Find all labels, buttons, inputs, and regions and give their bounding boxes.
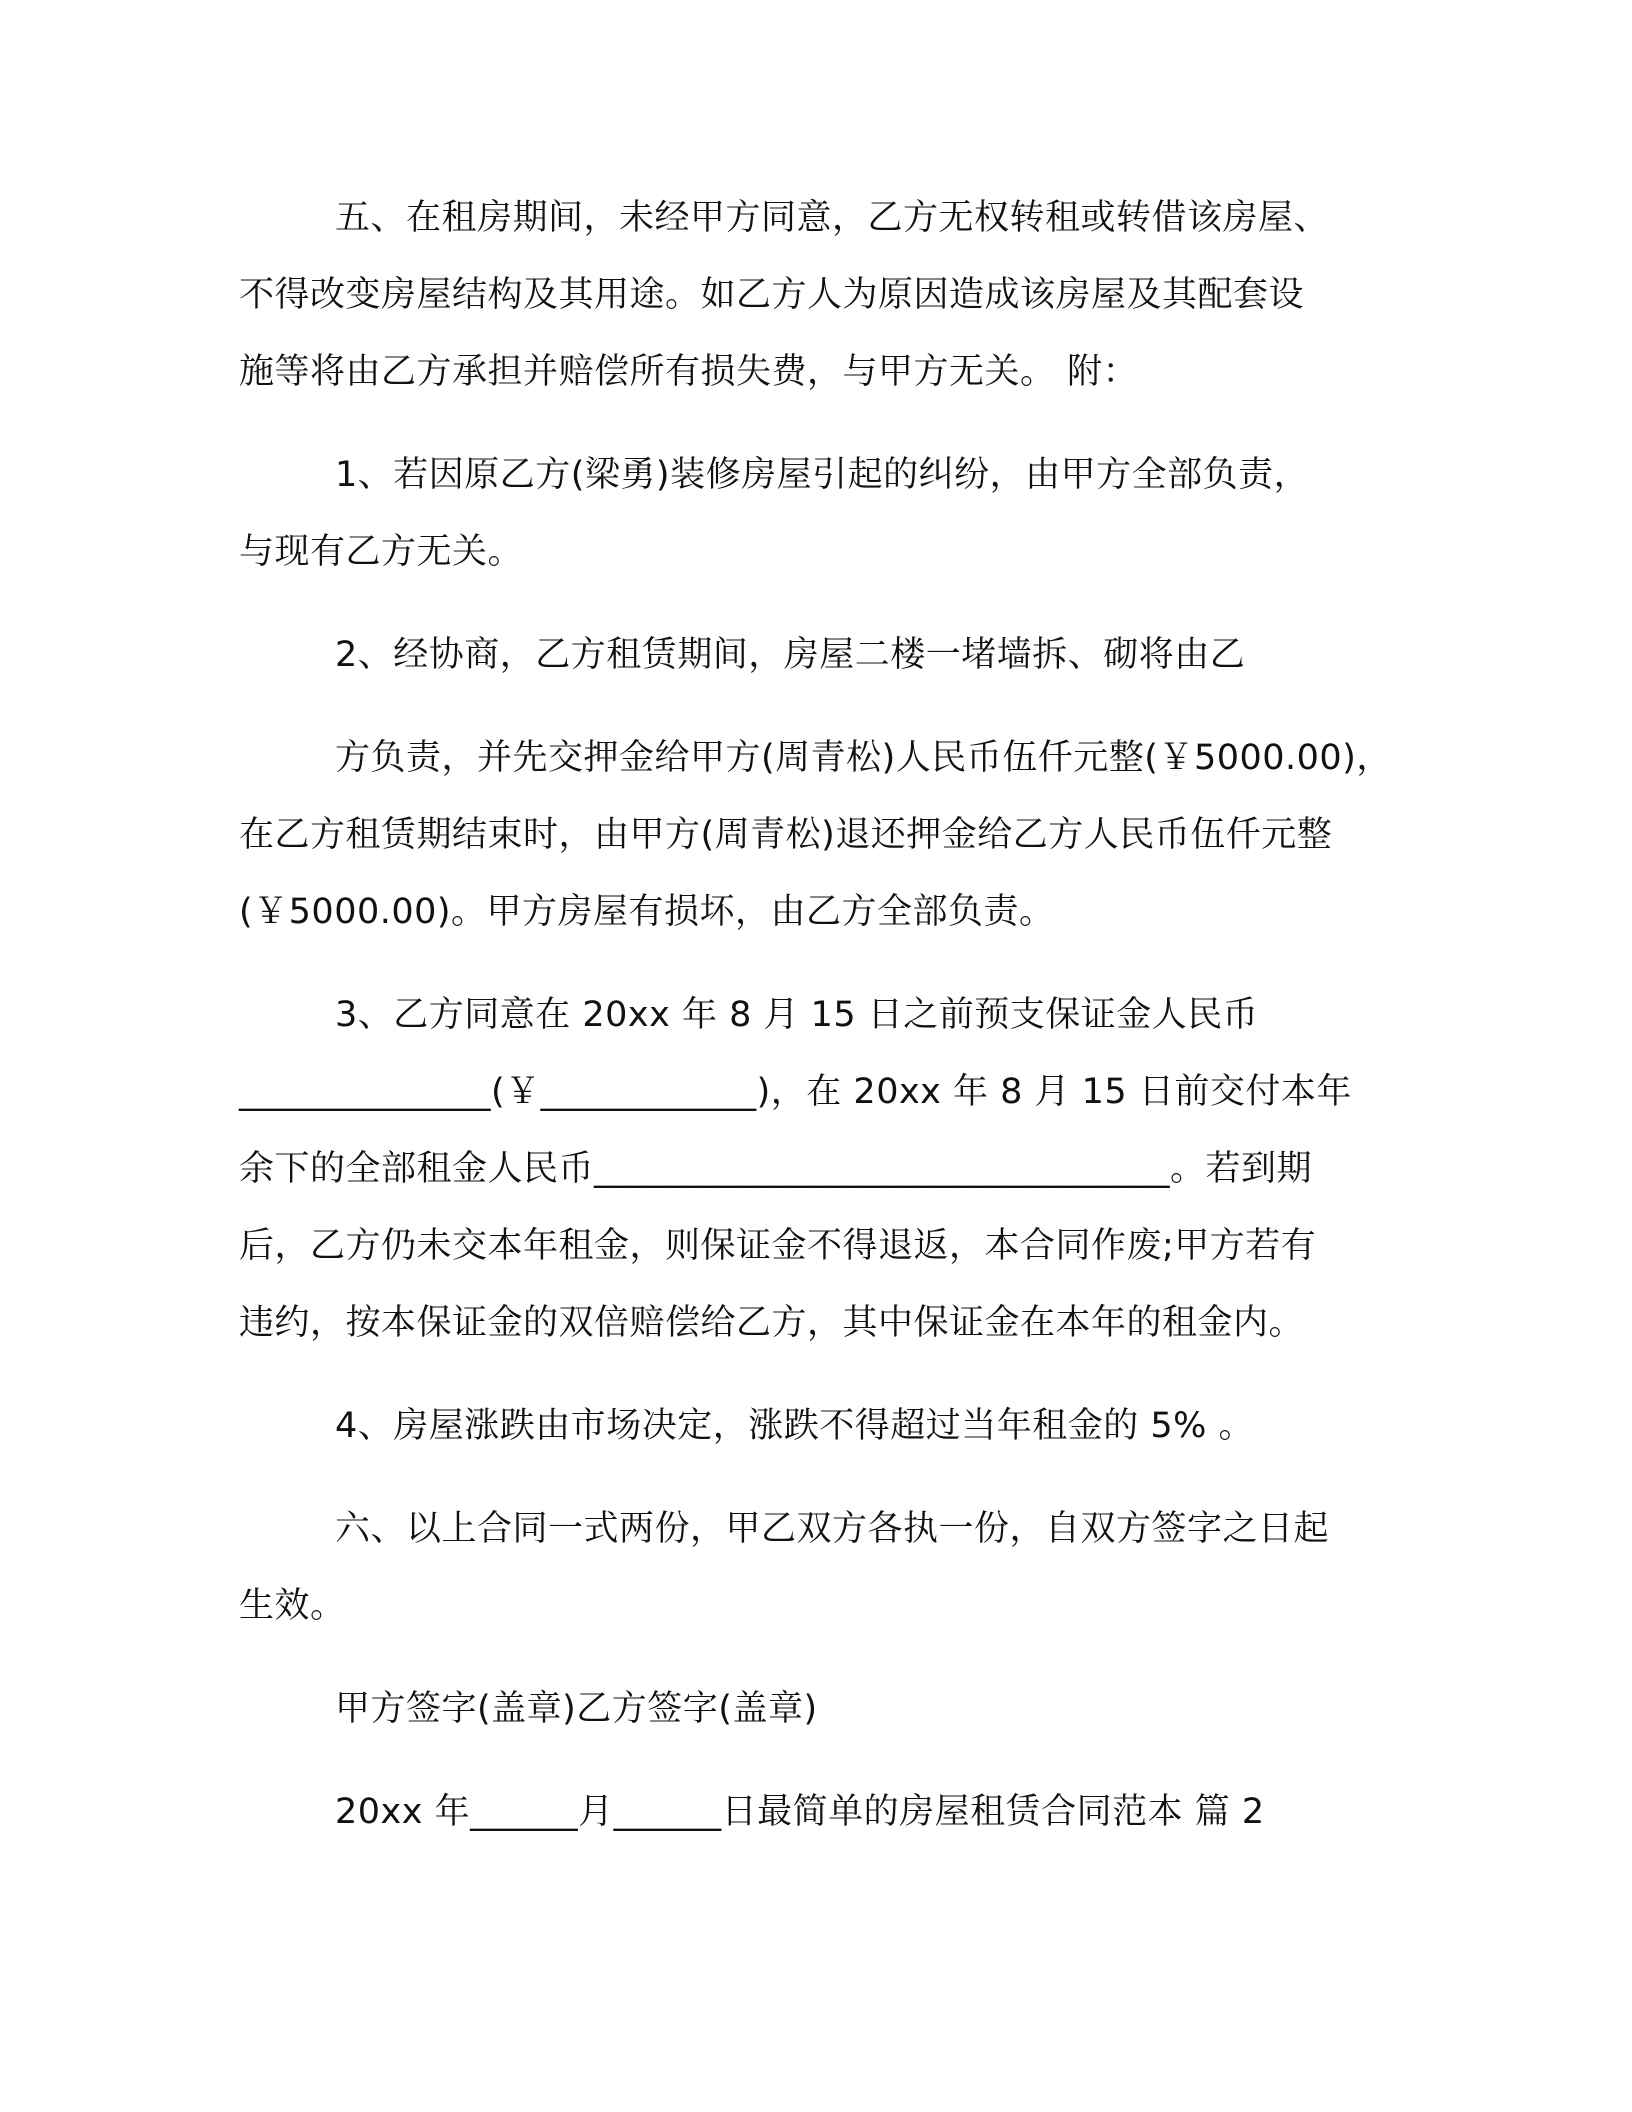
item-three-line-5: 违约，按本保证金的双倍赔偿给乙方，其中保证金在本年的租金内。 bbox=[239, 1303, 1305, 1343]
item-one-line-2: 与现有乙方无关。 bbox=[239, 532, 524, 572]
item-two-cont-line-2: 在乙方租赁期结束时，由甲方(周青松)退还押金给乙方人民币伍仟元整 bbox=[239, 815, 1333, 855]
item-four-line-1: 4、房屋涨跌由市场决定，涨跌不得超过当年租金的 5% 。 bbox=[335, 1406, 1255, 1446]
paragraph-six-line-1: 六、以上合同一式两份，甲乙双方各执一份，自双方签字之日起 bbox=[335, 1509, 1330, 1549]
date-title-line: 20xx 年______月______日最简单的房屋租赁合同范本 篇 2 bbox=[335, 1792, 1265, 1832]
paragraph-six-line-2: 生效。 bbox=[239, 1586, 346, 1626]
item-two-line-1: 2、经协商，乙方租赁期间，房屋二楼一堵墙拆、砌将由乙 bbox=[335, 635, 1246, 675]
paragraph-five-line-2: 不得改变房屋结构及其用途。如乙方人为原因造成该房屋及其配套设 bbox=[239, 275, 1305, 315]
signature-line: 甲方签字(盖章)乙方签字(盖章) bbox=[335, 1689, 818, 1729]
paragraph-five-line-3: 施等将由乙方承担并赔偿所有损失费，与甲方无关。 附： bbox=[239, 352, 1139, 392]
item-three-line-1: 3、乙方同意在 20xx 年 8 月 15 日之前预支保证金人民币 bbox=[335, 995, 1259, 1035]
paragraph-five-line-1: 五、在租房期间，未经甲方同意，乙方无权转租或转借该房屋、 bbox=[335, 198, 1330, 238]
item-two-cont-line-1: 方负责，并先交押金给甲方(周青松)人民币伍仟元整(￥5000.00)， bbox=[335, 738, 1392, 778]
item-three-line-4: 后，乙方仍未交本年租金，则保证金不得退返，本合同作废;甲方若有 bbox=[239, 1226, 1317, 1266]
item-three-line-2: ______________(￥____________)，在 20xx 年 8 月 15 日前交付本年 bbox=[239, 1072, 1352, 1112]
item-one-line-1: 1、若因原乙方(梁勇)装修房屋引起的纠纷，由甲方全部负责， bbox=[335, 455, 1310, 495]
item-three-line-3: 余下的全部租金人民币________________________________。若到期 bbox=[239, 1149, 1313, 1189]
item-two-cont-line-3: (￥5000.00)。甲方房屋有损坏，由乙方全部负责。 bbox=[239, 892, 1055, 932]
